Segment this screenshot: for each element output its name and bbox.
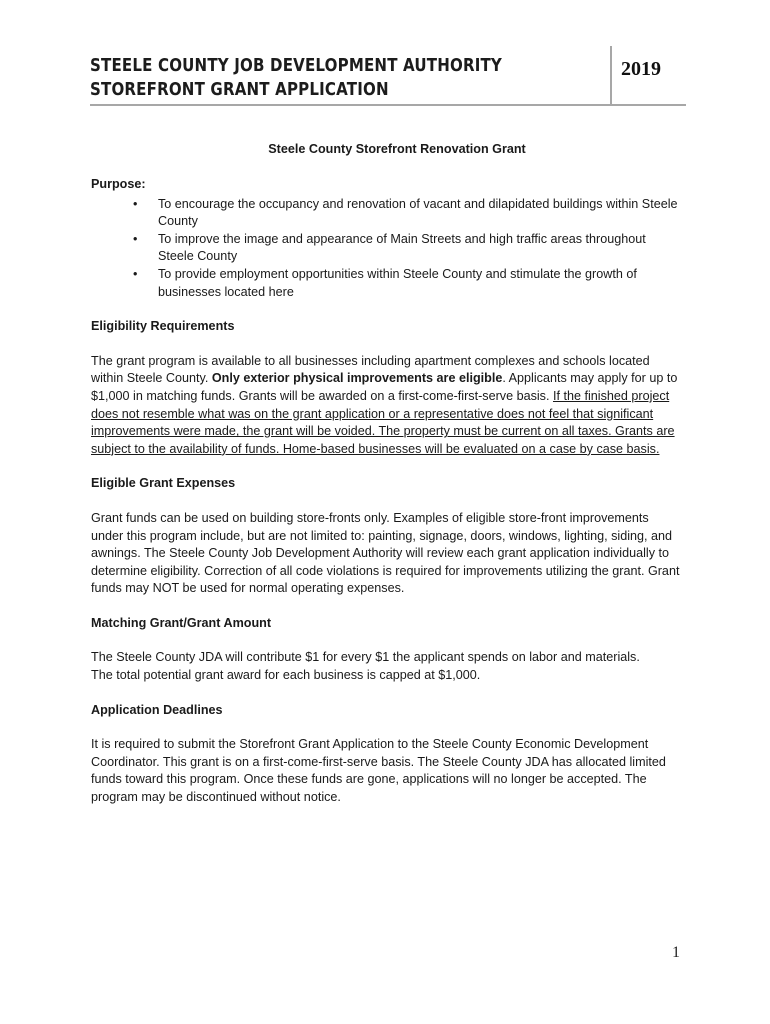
- header-title-line1: STEELE COUNTY JOB DEVELOPMENT AUTHORITY: [90, 56, 503, 76]
- document-body: [91, 141, 683, 807]
- header-horizontal-divider: [90, 104, 686, 106]
- purpose-list: [91, 196, 683, 302]
- purpose-heading: Purpose:: [91, 177, 146, 191]
- purpose-bullet-text: To improve the image and appearance of Main Streets and high traffic areas throughout Steele County: [158, 231, 646, 264]
- eligibility-intro: The grant program is available to all businesses including apartment complexes and schools located within Steele County.: [91, 353, 650, 386]
- matching-line2: The total potential grant award for each business is capped at $1,000.: [91, 668, 481, 683]
- header-vertical-divider: [610, 46, 612, 104]
- matching-line1: The Steele County JDA will contribute $1 for every $1 the applicant spends on labor and materials.: [91, 650, 640, 665]
- header-year: 2019: [621, 58, 661, 80]
- document-header: [90, 54, 690, 104]
- header-title-line2: STOREFRONT GRANT APPLICATION: [90, 80, 389, 100]
- purpose-bullet-text: To encourage the occupancy and renovation of vacant and dilapidated buildings within Steele County: [158, 196, 678, 229]
- eligibility-mid: . Applicants may apply for up to $1,000 in matching funds. Grants will be awarded on a first-come-first-serve basis.: [91, 371, 678, 403]
- expenses-paragraph: Grant funds can be used on building store-fronts only. Examples of eligible store-front improvements under this program include, but are not limited to: painting, signage, doors, windows, lighting, siding, and awnings. The Steele County Job Development Authority will review each grant application individually to determine eligibility. Correction of all code violations is required for improvements utilizing the grant. Grant funds may NOT be used for normal operating expenses.: [91, 510, 680, 596]
- bullet-icon: •: [133, 266, 138, 281]
- page-number: 1: [672, 944, 680, 961]
- matching-heading: Matching Grant/Grant Amount: [91, 615, 272, 630]
- list-item: [91, 231, 683, 266]
- bullet-icon: •: [133, 196, 138, 211]
- deadlines-heading: Application Deadlines: [91, 702, 223, 717]
- eligibility-paragraph: [91, 353, 683, 459]
- bullet-icon: •: [133, 231, 138, 246]
- eligibility-underlined: If the finished project does not resemble what was on the grant application or a representative does not feel that significant improvements were made, the grant will be voided. The property must be current on all taxes. Grants are subject to the availability of funds. Home-based businesses will be evaluated on a case by case basis.: [91, 388, 675, 456]
- expenses-heading: Eligible Grant Expenses: [91, 476, 236, 491]
- header-title: [90, 54, 537, 102]
- eligibility-bold: Only exterior physical improvements are eligible: [211, 371, 503, 386]
- purpose-bullet-text: To provide employment opportunities within Steele County and stimulate the growth of businesses located here: [158, 266, 637, 299]
- list-item: [91, 196, 683, 231]
- eligibility-heading: Eligibility Requirements: [91, 319, 235, 334]
- document-title: Steele County Storefront Renovation Grant: [268, 142, 526, 156]
- list-item: [91, 266, 683, 301]
- deadlines-paragraph: It is required to submit the Storefront Grant Application to the Steele County Economic Development Coordinator. This grant is on a first-come-first-serve basis. The Steele County JDA has allocated limited funds toward this program. Once these funds are gone, applications will no longer be accepted. The program may be discontinued without notice.: [91, 737, 666, 805]
